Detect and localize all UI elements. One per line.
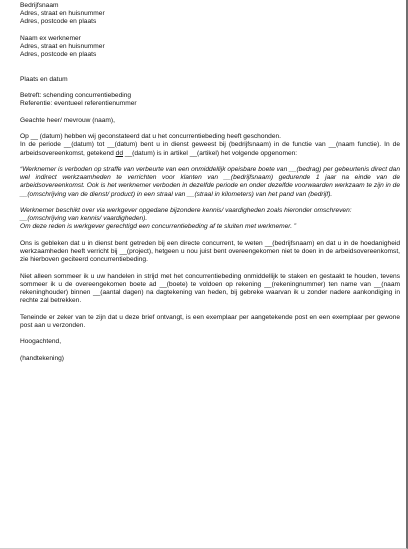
text-run: In de periode __(datum) tot __(datum) bent u in dienst geweest bij (bedrijfsnaam) in de functie van __(naam functie). In de arbeidsovereenkomst, getekend [20,141,400,157]
sender-address [20,2,400,27]
reference-line: Referentie: eventueel referentienummer [20,100,137,108]
recipient-line: Adres, postcode en plaats [20,51,97,59]
sender-line: Adres, postcode en plaats [20,18,97,26]
recipient-address [20,35,400,60]
paragraph [20,141,400,157]
paragraph: Teneinde er zeker van te zijn dat u deze brief ontvangt, is een exemplaar per aangetekende post en een exemplaar per gewone post aan u verzonden. [20,313,400,329]
quoted-clause: “Werknemer is verboden op straffe van verbeurte van een onmiddellijk opeisbare boete van __(bedrag) per gebeurtenis direct dan wel indirect werkzaamheden te verrichten voor klanten van __(bedrijfsnaam) gedurende 1 jaar na einde van de arbeidsovereenkomst. Ook is het werknemer verboden in dezelfde periode en onder dezelfde voorwaarden werkzaam te zijn in de __(omschrijving van de dienst/ product) in een straal van __(straal in kilometers) van het pand van (bedrijf). [20,165,400,198]
sender-line: Adres, straat en huisnummer [20,10,105,18]
quote-line: Werknemer beschikt over via werkgever opgedane bijzondere kennis/ vaardigheden zoals hieronder omschreven: [20,206,352,214]
paragraph: Ons is gebleken dat u in dienst bent getreden bij een directe concurrent, te weten __(bedrijfsnaam) en dat u in de hoedanigheid werkzaamheden heeft verricht bij __(project), hetgeen u nou juist bent overeengekomen niet te doen in de arbeidsovereenkomst, zie hierboven geciteerd concurrentiebeding. [20,239,400,264]
recipient-line: Naam ex werknemer [20,34,81,42]
subject-line: Betreft: schending concurrentiebeding [20,92,132,100]
closing: Hoogachtend, [20,338,62,346]
recipient-line: Adres, straat en huisnummer [20,43,105,50]
paragraph: Niet alleen sommeer ik u uw handelen in strijd met het concurrentiebeding onmiddellijk te staken en gestaakt te houden, tevens sommeer ik u de overeengekomen boete ad __(boete) te voldoen op rekening __(rekeningnummer) ten name van __(naam rekeninghouder) binnen __(aantal dagen) na dagtekening van heden, bij gebreke waarvan ik u zonder nadere aankondiging in rechte zal betrekken. [20,272,400,305]
sender-line: Bedrijfsnaam [20,2,59,9]
place-and-date: Plaats en datum [20,75,68,83]
text-run: dd [115,149,124,157]
subject-block [20,92,400,108]
letter-body [20,2,400,363]
paragraph: Op __ (datum) hebben wij geconstateerd dat u het concurrentiebeding heeft geschonden. [20,133,281,141]
intro-paragraphs [20,133,400,158]
quoted-clause-continued [20,207,400,232]
signature: (handtekening) [20,354,64,362]
quote-line: Om deze reden is werkgever gerechtigd een concurrentiebeding af te sluiten met werknemer. ” [20,223,297,231]
quote-line: __(omschrijving van kennis/ vaardigheden). [20,215,148,223]
text-run: __(datum) is in artikel __(artikel) het volgende opgenomen: [123,149,298,157]
salutation: Geachte heer/ mevrouw (naam), [20,116,115,124]
